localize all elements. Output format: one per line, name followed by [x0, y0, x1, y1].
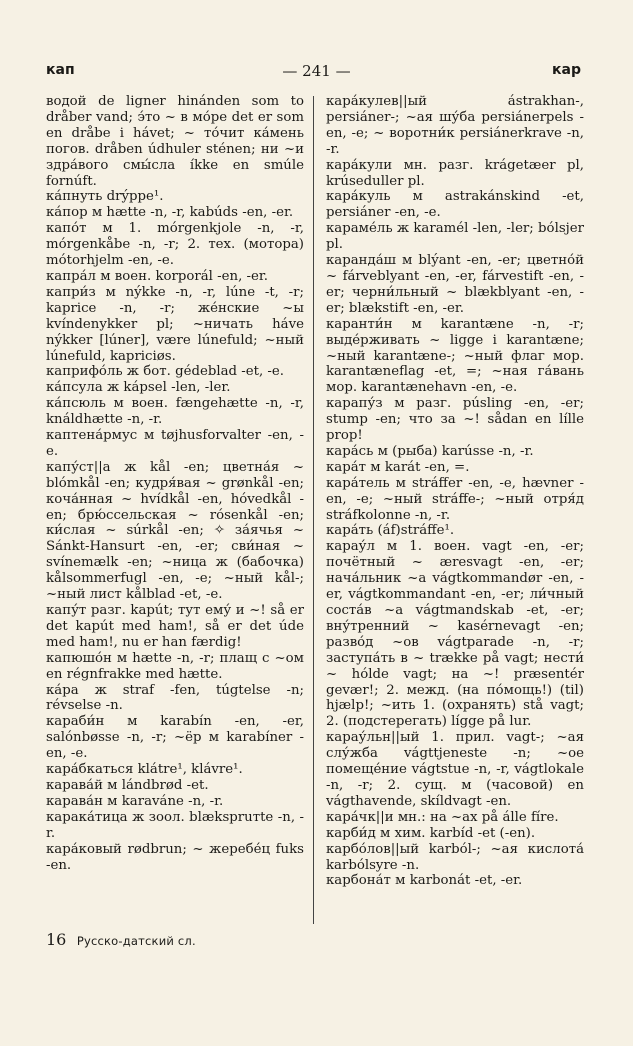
dictionary-entry: карау́льн||ый 1. прил. vagt-; ~ая слу́жба vágttjeneste -n; ~ое помеще́ние vágtstue -n, -r, vágtlokale -n, -r; 2. сущ. м (часовой) en vágthavende, skíldvagt -en. [326, 730, 584, 809]
dictionary-entry: кара́ковый rødbrun; ~ жеребе́ц fuks -en. [46, 841, 304, 873]
dictionary-entry: караби́н м karabín -en, -er, salónbøsse -n, -r; ~ёр м karabíner -en, -e. [46, 714, 304, 762]
dictionary-entry: ка́псюль м воен. fængehætte -n, -r, knáldhætte -n, -r. [46, 396, 304, 428]
dictionary-entry: карбо́лов||ый karból-; ~ая кислота́ karbólsyre -n. [326, 841, 584, 873]
dictionary-entry: караме́ль ж karamél -len, -ler; bólsjer pl. [326, 221, 584, 253]
dictionary-entry: капу́ст||а ж kål -en; цветна́я ~ blómkål -en; кудря́вая ~ grønkål -en; коча́нная ~ hvídkål -en, hóvedkål -en; брю́ссельская ~ rósenkål -en; ки́слая ~ súrkål -en; ✧ за́ячья ~ Sánkt-Hansurt -en, -er; сви́ная ~ svínemælk -en; ~ница ж (бабочка) kålsommerfugl -en, -e; ~ный kål-; ~ный лист kålblad -et, -e. [46, 459, 304, 603]
dictionary-entry: капра́л м воен. korporál -en, -er. [46, 268, 269, 284]
dictionary-entry: кара́кулев||ый ástrakhan-, persiáner-; ~ая шу́ба persiánerpels -en, -e; ~ воротни́к persiánerkrave -n, -r. [326, 94, 584, 157]
dictionary-entry: ка́пнуть drýppe¹. [46, 189, 164, 205]
left-guide-word: кап [46, 62, 75, 78]
dictionary-entry: капу́т разг. kapút; тут ему́ и ~! så er det kapút med ham!, så er det úde med ham!, nu er han færdig! [46, 603, 304, 650]
dictionary-entry: кара́т м karát -en, =. [326, 459, 470, 475]
dictionary-entry: кара́куль м astrakánskind -et, persiáner -en, -e. [326, 189, 584, 221]
dictionary-entry: карава́й м lándbrød -et. [46, 777, 209, 793]
dictionary-entry: каптена́рмус м tøjhusforvalter -en, -e. [46, 428, 304, 459]
dictionary-entry: карау́л м 1. воен. vagt -en, -er; почётный ~ æresvagt -en, -er; нача́льник ~а vágtkommandør -en, -er, vágtkommandant -en, -er; ли́чный соста́в ~а vágtmandskab -et, -er; вну́тренний ~ kasérnevagt -en; разво́д ~ов vágtparade -n, -r; заступа́ть в ~ trække på vagt; нести́ ~ hólde vagt; на ~! præsentér gevær!; 2. межд. (на по́мощь!) (til) hjælp!; ~ить 1. (охранять) stå vagt; 2. (подстерегать) lígge på lur. [326, 539, 584, 730]
left-column [46, 94, 304, 873]
dictionary-entry: капо́т м 1. mórgenkjole -n, -r, mórgenkåbe -n, -r; 2. тех. (мотора) mótorhjelm -en, -e. [46, 221, 304, 269]
page-footer [46, 930, 196, 949]
dictionary-entry: карава́н м karaváne -n, -r. [46, 793, 224, 809]
dictionary-entry: кара́ть (áf)stráffe¹. [326, 523, 455, 539]
dictionary-entry: карбона́т м karbonát -et, -er. [326, 873, 523, 889]
dictionary-entry: капри́з м nýkke -n, -r, lúne -t, -r; kaprice -n, -r; же́нские ~ы kvíndenykker pl; ~ничать háve nýkker [lúner], være lúnefuld; ~ный lúnefuld, kapriciøs. [46, 284, 304, 364]
dictionary-entry: карби́д м хим. karbíd -et (-en). [326, 825, 536, 841]
right-column [326, 94, 584, 889]
dictionary-entry: каранда́ш м blýant -en, -er; цветно́й ~ fárveblyant -en, -er, fárvestift -en, -er; черни́льный ~ blækblyant -en, -er; blækstift -en, -er. [326, 253, 584, 316]
dictionary-entry: карака́тица ж зоол. blækspruтte -n, -r. [46, 809, 304, 841]
dictionary-entry: карапу́з м разг. púsling -en, -er; stump -en; что за ~! sådan en lílle prop! [326, 396, 584, 444]
page-header [0, 62, 633, 82]
right-guide-word: кар [552, 62, 581, 78]
signature-number: 16 [46, 930, 67, 949]
dictionary-entry: капюшо́н м hætte -n, -r; плащ с ~ом en régnfrakke med hætte. [46, 650, 304, 682]
dictionary-entry: каранти́н м karantæne -n, -r; выде́рживать ~ ligge i karantæne; ~ный karantæne-; ~ный флаг мор. karantæneflag -et, =; ~ная га́вань мор. karantænehavn -en, -e. [326, 316, 584, 396]
column-divider [313, 96, 314, 924]
dictionary-entry: ка́ра ж straf -fen, túgtelse -n; révselse -n. [46, 682, 304, 714]
dictionary-entry: каприфо́ль ж бот. gédeblad -et, -e. [46, 364, 285, 380]
dictionary-entry: кара́чк||и мн.: на ~ах på álle fíre. [326, 809, 559, 825]
dictionary-entry: ка́пор м hætte -n, -r, kabúds -en, -er. [46, 205, 294, 221]
signature-text: Русско-датский сл. [76, 934, 196, 948]
dictionary-entry: ка́псула ж kápsel -len, -ler. [46, 380, 231, 396]
dictionary-entry: кара́тель м stráffer -en, -e, hævner -en, -e; ~ный stráffe-; ~ный отря́д stráfkolonne -n, -r. [326, 475, 584, 523]
dictionary-entry: кара́сь м (рыба) karússe -n, -r. [326, 443, 534, 459]
page-number: — 241 — [282, 62, 351, 80]
dictionary-entry: водой de ligner hinánden som to dråber vand; э́то ~ в мо́ре det er som en dråbe i hávet; ~ то́чит ка́мень погов. dråben údhuler sténen; ни ~и здра́вого смы́сла íkke en smúle fornúft. [46, 94, 304, 189]
dictionary-entry: кара́бкаться klátre¹, klávre¹. [46, 762, 243, 778]
dictionary-entry: кара́кули мн. разг. krágetæer pl, krúseduller pl. [326, 157, 584, 189]
